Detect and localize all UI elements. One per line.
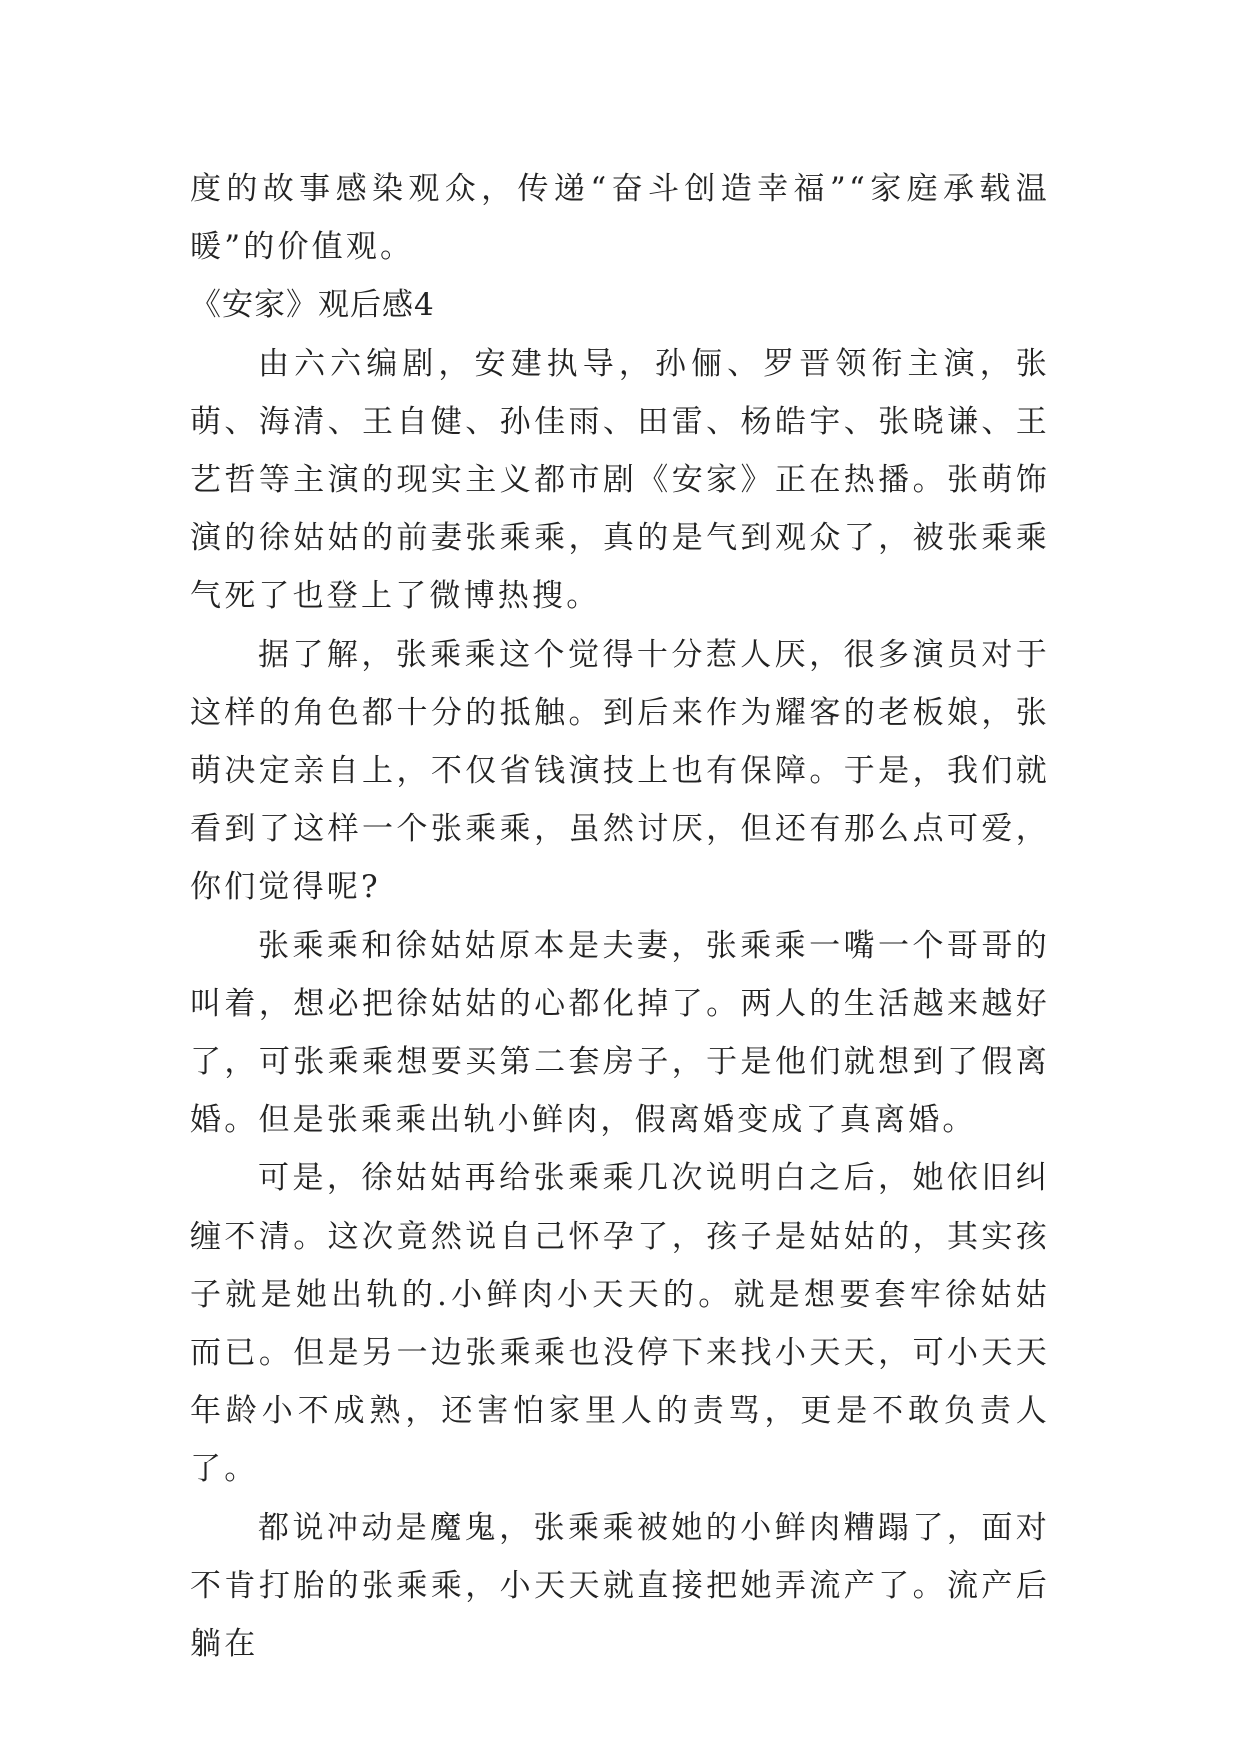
paragraph: 可是，徐姑姑再给张乘乘几次说明白之后，她依旧纠缠不清。这次竟然说自己怀孕了，孩子是姑姑的，其实孩子就是她出轨的.小鲜肉小天天的。就是想要套牢徐姑姑而已。但是另一边张乘乘也没停下来找小天天，可小天天年龄小不成熟，还害怕家里人的责骂，更是不敢负责人了。 xyxy=(190,1160,1050,1488)
paragraph: 张乘乘和徐姑姑原本是夫妻，张乘乘一嘴一个哥哥的叫着，想必把徐姑姑的心都化掉了。两人的生活越来越好了，可张乘乘想要买第二套房子，于是他们就想到了假离婚。但是张乘乘出轨小鲜肉，假离婚变成了真离婚。 xyxy=(190,927,1050,1139)
paragraph: 由六六编剧，安建执导，孙俪、罗晋领衔主演，张萌、海清、王自健、孙佳雨、田雷、杨皓宇、张晓谦、王艺哲等主演的现实主义都市剧《安家》正在热播。张萌饰演的徐姑姑的前妻张乘乘，真的是气到观众了，被张乘乘气死了也登上了微博热搜。 xyxy=(190,345,1050,615)
body-text xyxy=(190,160,1050,1673)
section-title: 《安家》观后感4 xyxy=(190,287,435,324)
paragraph: 据了解，张乘乘这个觉得十分惹人厌，很多演员对于这样的角色都十分的抵触。到后来作为耀客的老板娘，张萌决定亲自上，不仅省钱演技上也有保障。于是，我们就看到了这样一个张乘乘，虽然讨厌，但还有那么点可爱，你们觉得呢? xyxy=(190,636,1050,906)
paragraph: 都说冲动是魔鬼，张乘乘被她的小鲜肉糟蹋了，面对不肯打胎的张乘乘，小天天就直接把她弄流产了。流产后躺在 xyxy=(190,1509,1050,1663)
intro-paragraph: 度的故事感染观众，传递“奋斗创造幸福”“家庭承载温暖”的价值观。 xyxy=(190,171,1050,266)
